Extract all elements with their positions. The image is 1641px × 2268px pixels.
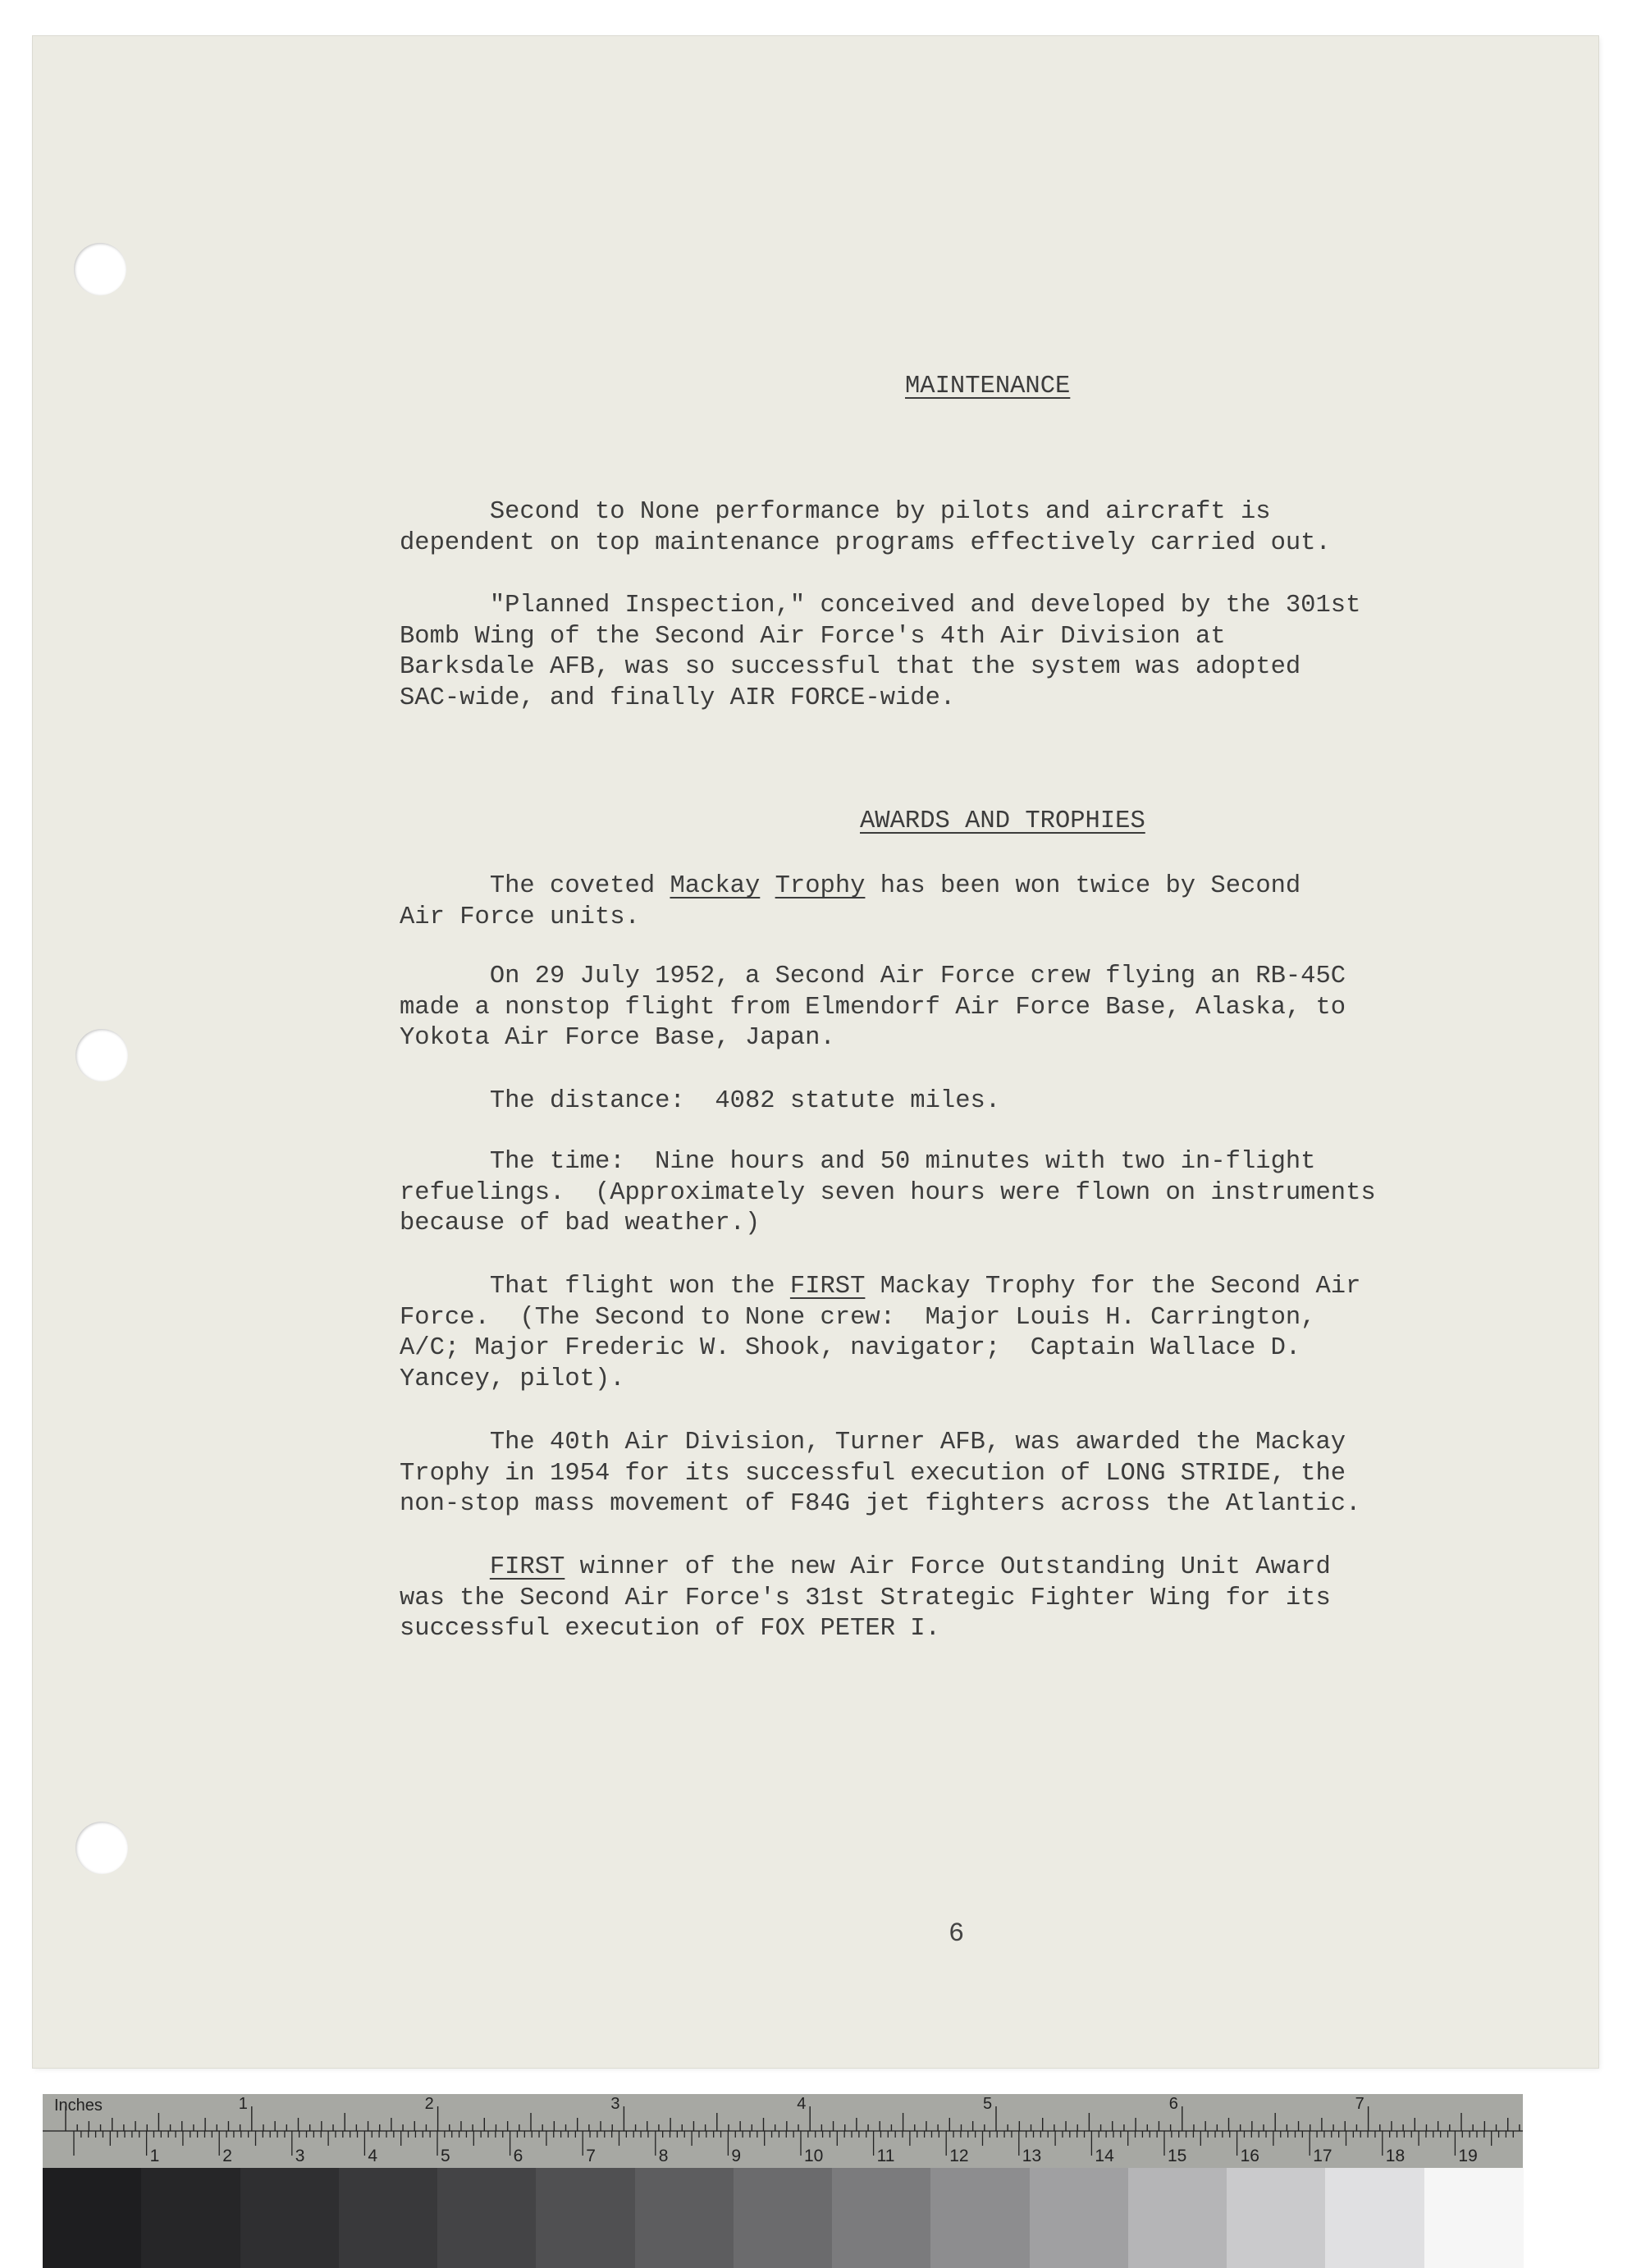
ruler-inch-number: 4: [797, 2095, 807, 2113]
text-run: winner of the new Air Force Outstanding Unit Award: [565, 1553, 1331, 1581]
awards-paragraph-1: [400, 871, 1433, 933]
awards-paragraph-3: [400, 1086, 1433, 1118]
ruler-cm-number: 18: [1385, 2147, 1406, 2165]
text-run: has been won twice by Second: [865, 872, 1301, 900]
ruler-cm-number: 10: [804, 2147, 824, 2165]
grayscale-swatch: [437, 2168, 537, 2268]
ruler-cm-number: 2: [222, 2147, 232, 2165]
ruler-inch-number: 3: [610, 2095, 620, 2113]
text-run: The coveted: [400, 872, 670, 900]
ruler-cm-number: 1: [149, 2147, 160, 2165]
text-line: A/C; Major Frederic W. Shook, navigator; Captain Wallace D.: [400, 1334, 1301, 1362]
ruler-cm-number: 9: [731, 2147, 742, 2165]
ruler-inch-number: 2: [424, 2095, 434, 2113]
ruler-inch-number: 6: [1168, 2095, 1178, 2113]
ruler-inch-number: 7: [1355, 2095, 1364, 2113]
grayscale-swatch: [635, 2168, 734, 2268]
ruler-cm-number: 12: [949, 2147, 969, 2165]
text-line: was the Second Air Force's 31st Strategic Fighter Wing for its: [400, 1584, 1331, 1612]
ruler-inch-number: 1: [238, 2095, 248, 2113]
text-line: [400, 1272, 1433, 1303]
awards-paragraph-7: [400, 1552, 1433, 1645]
grayscale-swatch: [1227, 2168, 1326, 2268]
grayscale-swatch: [832, 2168, 931, 2268]
first-underlined: FIRST: [489, 1553, 565, 1581]
text-run: Mackay Trophy for the Second Air: [865, 1273, 1361, 1301]
grayscale-swatch: [43, 2168, 142, 2268]
text-line: On 29 July 1952, a Second Air Force crew flying an RB-45C: [400, 963, 1346, 990]
grayscale-swatch: [1128, 2168, 1227, 2268]
text-line: Bomb Wing of the Second Air Force's 4th Air Division at: [400, 622, 1226, 651]
text-line: Trophy in 1954 for its successful execution of LONG STRIDE, the: [400, 1459, 1346, 1488]
text-run: That flight won the: [400, 1273, 790, 1301]
first-underlined: FIRST: [789, 1273, 866, 1301]
text-line: dependent on top maintenance programs effectively carried out.: [400, 528, 1331, 557]
ruler-inch-number: 5: [983, 2095, 993, 2113]
measurement-ruler: [43, 2094, 1523, 2168]
text-line: The time: Nine hours and 50 minutes with two in-flight: [400, 1148, 1316, 1176]
text-line: Force. (The Second to None crew: Major Louis H. Carrington,: [400, 1303, 1316, 1332]
ruler-cm-number: 6: [513, 2147, 523, 2165]
page-number: 6: [948, 1918, 965, 1949]
awards-paragraph-2: [400, 962, 1433, 1054]
awards-paragraph-6: [400, 1428, 1433, 1520]
text-line: Yancey, pilot).: [400, 1365, 625, 1393]
ruler-graphic: [43, 2094, 1523, 2168]
ruler-cm-number: 11: [876, 2147, 895, 2165]
text-line: [400, 871, 1433, 903]
maintenance-paragraph-1: [400, 497, 1433, 559]
text-line: [400, 1552, 1433, 1584]
text-line: "Planned Inspection," conceived and developed by the 301st: [400, 592, 1361, 620]
grayscale-swatch: [240, 2168, 340, 2268]
grayscale-swatch: [1325, 2168, 1424, 2268]
text-line: made a nonstop flight from Elmendorf Air Force Base, Alaska, to: [400, 993, 1346, 1022]
text-line: Yokota Air Force Base, Japan.: [400, 1024, 835, 1052]
heading-awards-and-trophies: AWARDS AND TROPHIES: [860, 807, 1145, 835]
text-line: The distance: 4082 statute miles.: [400, 1087, 1001, 1115]
trophy-underlined: Trophy: [775, 872, 866, 900]
ruler-inches-label: Inches: [54, 2097, 103, 2115]
heading-maintenance: MAINTENANCE: [905, 373, 1071, 400]
grayscale-swatch: [930, 2168, 1030, 2268]
text-line: because of bad weather.): [400, 1209, 761, 1237]
ruler-cm-number: 17: [1313, 2147, 1332, 2165]
maintenance-paragraph-2: [400, 591, 1433, 714]
text-line: The 40th Air Division, Turner AFB, was awarded the Mackay: [400, 1429, 1346, 1456]
text-run: [760, 872, 775, 900]
grayscale-swatch: [1030, 2168, 1129, 2268]
grayscale-calibration-bar: [43, 2168, 1523, 2268]
text-line: successful execution of FOX PETER I.: [400, 1615, 940, 1643]
grayscale-swatch: [536, 2168, 635, 2268]
ruler-cm-number: 15: [1168, 2147, 1187, 2165]
awards-paragraph-5: [400, 1272, 1433, 1395]
ruler-cm-number: 16: [1240, 2147, 1259, 2165]
text-line: refuelings. (Approximately seven hours were flown on instruments: [400, 1178, 1376, 1207]
binder-hole-middle: [75, 1029, 128, 1081]
ruler-cm-number: 3: [295, 2147, 305, 2165]
ruler-cm-number: 5: [441, 2147, 450, 2165]
text-line: Second to None performance by pilots and aircraft is: [400, 498, 1271, 526]
grayscale-swatch: [1424, 2168, 1524, 2268]
text-line: non-stop mass movement of F84G jet fighters across the Atlantic.: [400, 1490, 1361, 1518]
ruler-cm-number: 4: [368, 2147, 378, 2165]
ruler-cm-number: 7: [586, 2147, 596, 2165]
ruler-cm-number: 8: [658, 2147, 669, 2165]
awards-paragraph-4: [400, 1147, 1433, 1240]
grayscale-swatch: [141, 2168, 240, 2268]
mackay-underlined: Mackay: [670, 872, 761, 900]
text-line: Barksdale AFB, was so successful that the system was adopted: [400, 653, 1301, 681]
text-line: SAC-wide, and finally AIR FORCE-wide.: [400, 684, 956, 712]
binder-hole-top: [74, 243, 126, 295]
text-run: [400, 1553, 490, 1581]
grayscale-swatch: [734, 2168, 833, 2268]
ruler-cm-number: 14: [1095, 2147, 1114, 2165]
ruler-cm-number: 19: [1458, 2147, 1478, 2165]
text-line: Air Force units.: [400, 903, 640, 931]
grayscale-swatch: [339, 2168, 438, 2268]
binder-hole-bottom: [75, 1822, 128, 1874]
ruler-cm-number: 13: [1022, 2147, 1042, 2165]
